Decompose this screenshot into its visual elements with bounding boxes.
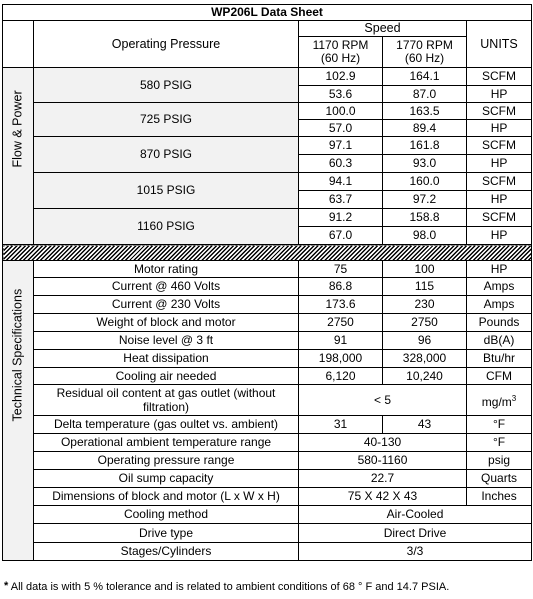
unit-cell: HP bbox=[467, 191, 532, 209]
spec-value: 198,000 bbox=[299, 350, 383, 368]
unit-cell: HP bbox=[467, 86, 532, 103]
header-corner-cell bbox=[3, 21, 34, 68]
power-value: 98.0 bbox=[383, 227, 467, 245]
spec-value: 31 bbox=[299, 416, 383, 434]
section-divider bbox=[3, 245, 532, 261]
unit-cell: Quarts bbox=[467, 470, 532, 488]
power-value: 89.4 bbox=[383, 120, 467, 137]
flow-value: 158.8 bbox=[383, 209, 467, 227]
spec-label: Current @ 460 Volts bbox=[34, 278, 299, 296]
pressure-cell: 1015 PSIG bbox=[34, 173, 299, 209]
data-sheet-table bbox=[2, 4, 532, 561]
spec-label: Operating pressure range bbox=[34, 452, 299, 470]
pressure-cell: 870 PSIG bbox=[34, 137, 299, 173]
unit-cell: SCFM bbox=[467, 137, 532, 155]
flow-value: 94.1 bbox=[299, 173, 383, 191]
spec-value: < 5 bbox=[299, 385, 467, 416]
spec-value: 75 bbox=[299, 261, 383, 278]
pressure-cell: 1160 PSIG bbox=[34, 209, 299, 245]
spec-value: 173.6 bbox=[299, 296, 383, 314]
flow-value: 97.1 bbox=[299, 137, 383, 155]
flow-value: 102.9 bbox=[299, 68, 383, 86]
unit-cell: Amps bbox=[467, 296, 532, 314]
flow-value: 100.0 bbox=[299, 103, 383, 120]
rpm-1770-hz: (60 Hz) bbox=[404, 51, 445, 65]
spec-label: Current @ 230 Volts bbox=[34, 296, 299, 314]
technical-specifications-label-text: Technical Specifications bbox=[10, 288, 25, 422]
power-value: 87.0 bbox=[383, 86, 467, 103]
spec-value: 10,240 bbox=[383, 368, 467, 385]
unit-cell: HP bbox=[467, 227, 532, 245]
spec-value: 328,000 bbox=[383, 350, 467, 368]
power-value: 97.2 bbox=[383, 191, 467, 209]
flow-value: 91.2 bbox=[299, 209, 383, 227]
spec-value: 115 bbox=[383, 278, 467, 296]
flow-value: 163.5 bbox=[383, 103, 467, 120]
spec-value: 230 bbox=[383, 296, 467, 314]
spec-value: 43 bbox=[383, 416, 467, 434]
power-value: 63.7 bbox=[299, 191, 383, 209]
flow-value: 160.0 bbox=[383, 173, 467, 191]
unit-cell: °F bbox=[467, 434, 532, 452]
unit-cell: dB(A) bbox=[467, 332, 532, 350]
unit-superscript: 3 bbox=[511, 393, 517, 403]
pressure-cell: 580 PSIG bbox=[34, 68, 299, 103]
unit-cell: SCFM bbox=[467, 103, 532, 120]
unit-cell: psig bbox=[467, 452, 532, 470]
unit-cell: Btu/hr bbox=[467, 350, 532, 368]
unit-cell: CFM bbox=[467, 368, 532, 385]
footnote-text: All data is with 5 % tolerance and is related to ambient conditions of 68 ° F and 14.7 PSIA. bbox=[8, 581, 450, 593]
technical-specifications-section-label bbox=[3, 261, 34, 561]
unit-text: mg/m bbox=[481, 394, 512, 409]
spec-label: Stages/Cylinders bbox=[34, 543, 299, 561]
units-header: UNITS bbox=[467, 21, 532, 68]
spec-label: Residual oil content at gas outlet (without filtration) bbox=[34, 385, 299, 416]
unit-cell: SCFM bbox=[467, 173, 532, 191]
spec-value: 75 X 42 X 43 bbox=[299, 488, 467, 506]
spec-value: 22.7 bbox=[299, 470, 467, 488]
spec-label: Oil sump capacity bbox=[34, 470, 299, 488]
spec-value: Direct Drive bbox=[299, 524, 532, 543]
spec-label: Motor rating bbox=[34, 261, 299, 278]
spec-value: 6,120 bbox=[299, 368, 383, 385]
power-value: 93.0 bbox=[383, 155, 467, 173]
rpm-1770-header bbox=[383, 37, 467, 68]
spec-value: 40-130 bbox=[299, 434, 467, 452]
spec-value: 86.8 bbox=[299, 278, 383, 296]
spec-value: 91 bbox=[299, 332, 383, 350]
operating-pressure-header: Operating Pressure bbox=[34, 21, 299, 68]
spec-label: Heat dissipation bbox=[34, 350, 299, 368]
spec-label: Noise level @ 3 ft bbox=[34, 332, 299, 350]
footnote bbox=[4, 581, 449, 593]
spec-value: 96 bbox=[383, 332, 467, 350]
rpm-1170-label: 1170 RPM bbox=[312, 38, 369, 52]
spec-value: 100 bbox=[383, 261, 467, 278]
flow-value: 164.1 bbox=[383, 68, 467, 86]
spec-label: Cooling air needed bbox=[34, 368, 299, 385]
power-value: 53.6 bbox=[299, 86, 383, 103]
pressure-cell: 725 PSIG bbox=[34, 103, 299, 137]
rpm-1170-hz: (60 Hz) bbox=[320, 51, 361, 65]
unit-cell: SCFM bbox=[467, 68, 532, 86]
spec-label: Delta temperature (gas oultet vs. ambient) bbox=[34, 416, 299, 434]
power-value: 60.3 bbox=[299, 155, 383, 173]
spec-label: Operational ambient temperature range bbox=[34, 434, 299, 452]
unit-cell: HP bbox=[467, 155, 532, 173]
footnote-marker: * bbox=[4, 580, 9, 592]
spec-value: 2750 bbox=[299, 314, 383, 332]
unit-cell: °F bbox=[467, 416, 532, 434]
spec-value: Air-Cooled bbox=[299, 506, 532, 524]
spec-value: 580-1160 bbox=[299, 452, 467, 470]
rpm-1770-label: 1770 RPM bbox=[396, 38, 453, 52]
unit-cell: Inches bbox=[467, 488, 532, 506]
spec-value: 3/3 bbox=[299, 543, 532, 561]
unit-cell: HP bbox=[467, 120, 532, 137]
unit-cell: SCFM bbox=[467, 209, 532, 227]
spec-label: Cooling method bbox=[34, 506, 299, 524]
unit-cell: HP bbox=[467, 261, 532, 278]
unit-cell: Pounds bbox=[467, 314, 532, 332]
flow-value: 161.8 bbox=[383, 137, 467, 155]
unit-cell bbox=[467, 385, 532, 416]
unit-cell: Amps bbox=[467, 278, 532, 296]
sheet-title: WP206L Data Sheet bbox=[3, 5, 532, 21]
spec-value: 2750 bbox=[383, 314, 467, 332]
rpm-1170-header bbox=[299, 37, 383, 68]
power-value: 57.0 bbox=[299, 120, 383, 137]
flow-power-label-text: Flow & Power bbox=[10, 89, 25, 167]
flow-power-section-label bbox=[3, 68, 34, 245]
spec-label: Drive type bbox=[34, 524, 299, 543]
spec-label: Dimensions of block and motor (L x W x H) bbox=[34, 488, 299, 506]
speed-header: Speed bbox=[299, 21, 467, 37]
spec-label: Weight of block and motor bbox=[34, 314, 299, 332]
power-value: 67.0 bbox=[299, 227, 383, 245]
